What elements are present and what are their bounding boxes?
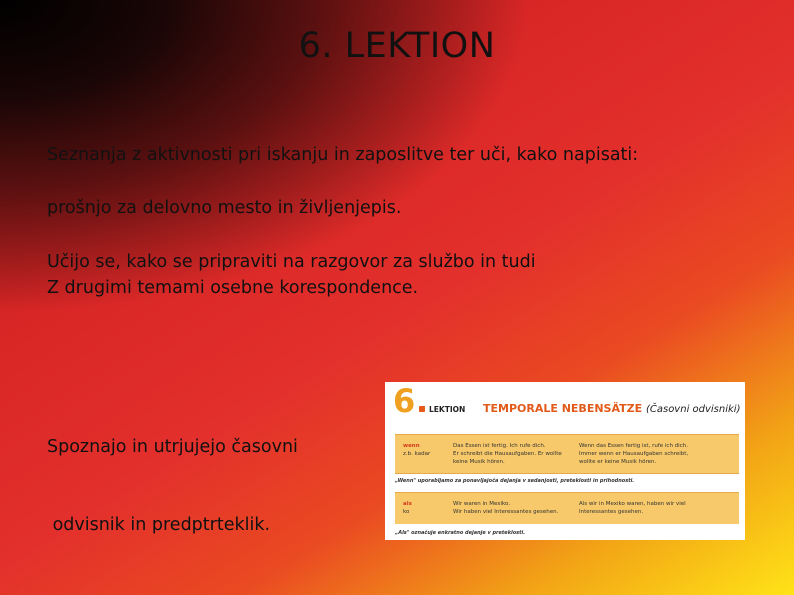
wenn-sentence-1: Das Essen ist fertig. Ich rufe dich. bbox=[453, 443, 546, 449]
wenn-combined-1: Wenn das Essen fertig ist, rufe ich dich. bbox=[579, 443, 688, 449]
als-example-box bbox=[395, 492, 739, 524]
conjunction-wenn: wenn bbox=[403, 443, 420, 449]
divider bbox=[395, 434, 739, 435]
grammar-line-2: odvisnik in predptrteklik. bbox=[47, 515, 271, 535]
als-combined-2: Interessantes gesehen. bbox=[579, 509, 644, 515]
als-usage-note: „Als" označuje enkratno dejanje v preteklosti. bbox=[395, 530, 526, 536]
topic-main: TEMPORALE NEBENSÄTZE bbox=[483, 402, 643, 415]
topic-title bbox=[483, 402, 740, 415]
als-sentence-2: Wir haben viel Interessantes gesehen. bbox=[453, 509, 559, 515]
interview-paragraph bbox=[47, 249, 536, 301]
wenn-combined-2: Immer wenn er Hausaufgaben schreibt, bbox=[579, 451, 689, 457]
divider bbox=[395, 473, 739, 474]
lesson-number: 6 bbox=[393, 382, 416, 420]
textbook-header bbox=[393, 382, 743, 420]
topic-subtitle: (Časovni odvisniki) bbox=[645, 404, 741, 415]
als-combined-1: Als wir in Mexiko waren, haben wir viel bbox=[579, 501, 686, 507]
textbook-image bbox=[385, 382, 745, 540]
divider bbox=[395, 492, 739, 493]
orange-dot-icon bbox=[419, 406, 425, 412]
wenn-sentence-3: keine Musik hören. bbox=[453, 459, 505, 465]
conjunction-wenn-translation: z.b. kadar bbox=[403, 451, 431, 457]
slide-title: 6. LEKTION bbox=[298, 26, 496, 66]
grammar-paragraph bbox=[47, 382, 298, 564]
wenn-combined-3: wollte er keine Musik hören. bbox=[579, 459, 657, 465]
intro-paragraph: Seznanja z aktivnosti pri iskanju in zaposlitve ter uči, kako napisati: bbox=[47, 145, 639, 165]
wenn-example-box bbox=[395, 434, 739, 474]
wenn-sentence-2: Er schreibt die Hausaufgaben. Er wollte bbox=[453, 451, 562, 457]
grammar-line-1: Spoznajo in utrjujejo časovni bbox=[47, 437, 298, 457]
lesson-label: LEKTION bbox=[429, 405, 466, 414]
interview-line-1: Učijo se, kako se pripraviti na razgovor za službo in tudi bbox=[47, 252, 536, 272]
conjunction-als-translation: ko bbox=[403, 509, 410, 515]
conjunction-als: als bbox=[403, 501, 412, 507]
application-paragraph: prošnjo za delovno mesto in življenjepis. bbox=[47, 198, 402, 218]
interview-line-2: Z drugimi temami osebne korespondence. bbox=[47, 278, 419, 298]
als-sentence-1: Wir waren in Mexiko. bbox=[453, 501, 511, 507]
wenn-usage-note: „Wenn" uporabljamo za ponavljajoča dejanja v sedanjosti, preteklosti in prihodnosti. bbox=[395, 478, 635, 484]
